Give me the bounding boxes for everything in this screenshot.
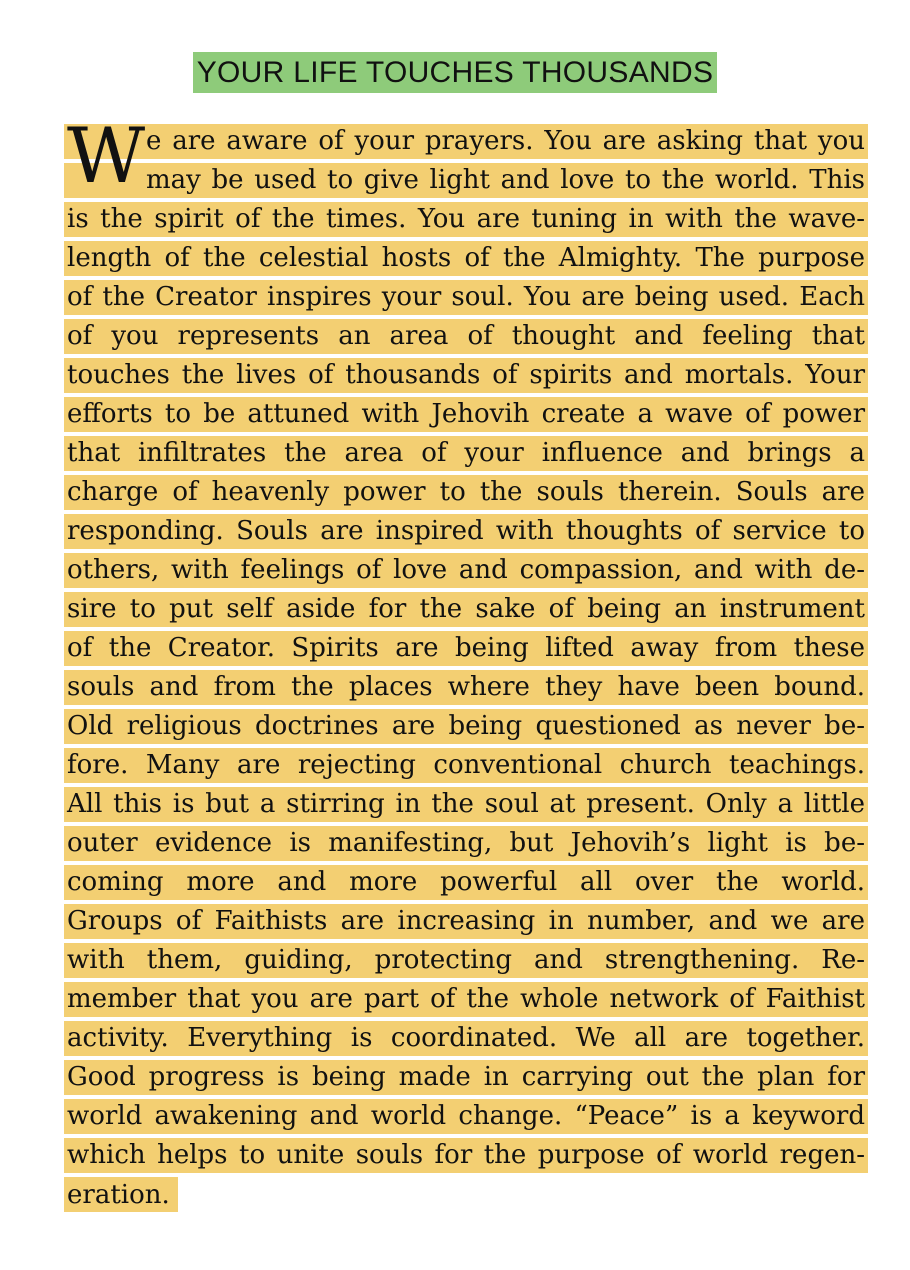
drop-cap: W [67, 111, 146, 200]
text-line: touches the lives of thousands of spirits and mortals. Your [64, 358, 868, 393]
text-line: world awakening and world change. “Peace” is a keyword [64, 1099, 868, 1134]
text-line: with them, guiding, protecting and strengthening. Re- [64, 943, 868, 978]
text-line: Old religious doctrines are being questioned as never be- [64, 709, 868, 744]
text-line: fore. Many are rejecting conventional church teachings. [64, 748, 868, 783]
text-line: activity. Everything is coordinated. We all are together. [64, 1021, 868, 1056]
text-line: outer evidence is manifesting, but Jehovih’s light is be- [64, 826, 868, 861]
text-line-last: eration. [64, 1177, 178, 1212]
text-line: Good progress is being made in carrying out the plan for [64, 1060, 868, 1095]
text-line: sire to put self aside for the sake of being an instrument [64, 592, 868, 627]
text-line: coming more and more powerful all over the world. [64, 865, 868, 900]
body-text [64, 111, 868, 1216]
text-line: All this is but a stirring in the soul at present. Only a little [64, 787, 868, 822]
text-line: may be used to give light and love to the world. This [64, 163, 868, 198]
text-line: of you represents an area of thought and feeling that [64, 319, 868, 354]
text-line: efforts to be attuned with Jehovih create a wave of power [64, 397, 868, 432]
text-line: of the Creator inspires your soul. You are being used. Each [64, 280, 868, 315]
text-line: length of the celestial hosts of the Almighty. The purpose [64, 241, 868, 276]
text-line: of the Creator. Spirits are being lifted away from these [64, 631, 868, 666]
text-line: e are aware of your prayers. You are asking that you [64, 124, 868, 159]
text-line: that infiltrates the area of your influence and brings a [64, 436, 868, 471]
text-line: others, with feelings of love and compassion, and with de- [64, 553, 868, 588]
title-container [0, 52, 910, 93]
text-line: is the spirit of the times. You are tuning in with the wave- [64, 202, 868, 237]
text-line: member that you are part of the whole network of Faithist [64, 982, 868, 1017]
page-title: YOUR LIFE TOUCHES THOUSANDS [193, 52, 718, 93]
text-line: souls and from the places where they have been bound. [64, 670, 868, 705]
text-line: responding. Souls are inspired with thoughts of service to [64, 514, 868, 549]
text-line: which helps to unite souls for the purpose of world regen- [64, 1138, 868, 1173]
text-line: charge of heavenly power to the souls therein. Souls are [64, 475, 868, 510]
text-line: Groups of Faithists are increasing in number, and we are [64, 904, 868, 939]
opening-paragraph [64, 111, 868, 200]
